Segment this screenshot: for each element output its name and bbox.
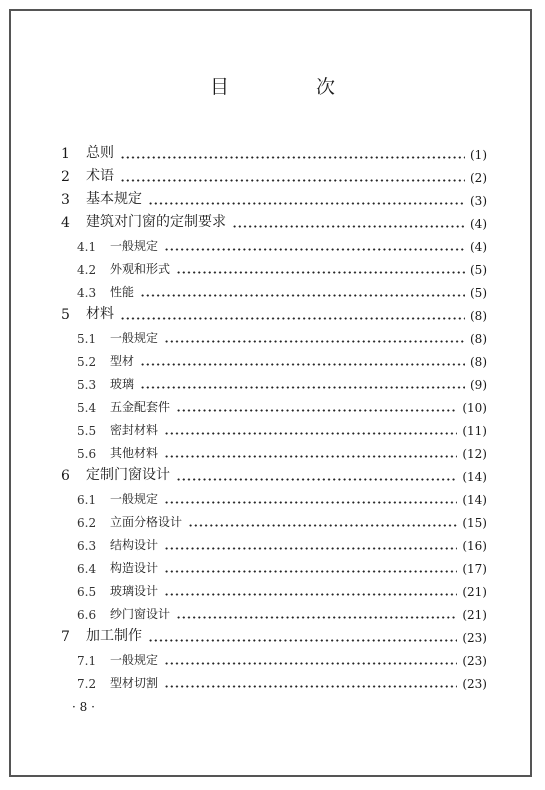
toc-entry-label: 密封材料: [110, 423, 159, 437]
toc-entry: [0, 372, 545, 394]
toc-entry: [0, 510, 545, 532]
toc-leader-dots: [120, 317, 465, 320]
toc-entry-number: 6: [61, 468, 70, 484]
toc-entry-label: 总则: [86, 145, 114, 161]
toc-leader-dots: [176, 478, 457, 481]
toc-entry: [0, 211, 545, 233]
toc-leader-dots: [164, 501, 457, 504]
toc-entry-page: (16): [462, 539, 487, 553]
toc-leader-dots: [120, 179, 465, 182]
toc-entry-number: 5: [61, 307, 70, 323]
toc-entry-page: (11): [462, 424, 487, 438]
toc-entry-label: 一般规定: [110, 331, 159, 345]
toc-entry: [0, 418, 545, 440]
toc-entry-page: (15): [462, 516, 487, 530]
toc-entry-label: 型材切割: [110, 676, 159, 690]
toc-entry-number: 6.5: [77, 585, 97, 599]
toc-entry-label: 外观和形式: [110, 262, 171, 276]
toc-entry-label: 纱门窗设计: [110, 607, 171, 621]
toc-leader-dots: [188, 524, 457, 527]
toc-entry-number: 6.2: [77, 516, 97, 530]
toc-entry-label: 立面分格设计: [110, 515, 183, 529]
toc-entry: [0, 441, 545, 463]
toc-entry-page: (23): [462, 677, 487, 691]
toc-entry-page: (4): [470, 217, 487, 231]
toc-entry: [0, 579, 545, 601]
toc-entry-label: 玻璃设计: [110, 584, 159, 598]
toc-entry-page: (17): [462, 562, 487, 576]
toc-leader-dots: [176, 616, 457, 619]
toc-entry-number: 5.5: [77, 424, 97, 438]
toc-entry: [0, 188, 545, 210]
toc-entry: [0, 142, 545, 164]
toc-entry-page: (3): [470, 194, 487, 208]
toc-entry-label: 型材: [110, 354, 135, 368]
toc-leader-dots: [148, 202, 465, 205]
toc-entry-label: 其他材料: [110, 446, 159, 460]
toc-entry-page: (23): [462, 631, 487, 645]
toc-entry-number: 5.6: [77, 447, 97, 461]
toc-entry-page: (8): [470, 309, 487, 323]
toc-leader-dots: [164, 593, 457, 596]
toc-entry-label: 术语: [86, 168, 114, 184]
toc-leader-dots: [164, 455, 457, 458]
toc-entry-number: 5.3: [77, 378, 97, 392]
toc-entry: [0, 487, 545, 509]
toc-entry-label: 建筑对门窗的定制要求: [86, 214, 226, 230]
toc-entry: [0, 602, 545, 624]
toc-leader-dots: [164, 685, 457, 688]
toc-entry-number: 6.4: [77, 562, 97, 576]
toc-leader-dots: [140, 386, 465, 389]
toc-entry-number: 7.2: [77, 677, 97, 691]
toc-entry-page: (21): [462, 585, 487, 599]
toc-leader-dots: [164, 547, 457, 550]
toc-leader-dots: [232, 225, 465, 228]
toc-entry-number: 5.2: [77, 355, 97, 369]
toc-entry-label: 性能: [110, 285, 135, 299]
toc-entry-number: 4: [61, 215, 70, 231]
toc-entry: [0, 349, 545, 371]
toc-entry-number: 6.3: [77, 539, 97, 553]
toc-leader-dots: [176, 271, 465, 274]
toc-entry: [0, 648, 545, 670]
toc-leader-dots: [164, 570, 457, 573]
toc-entry-number: 5.4: [77, 401, 97, 415]
toc-leader-dots: [120, 156, 465, 159]
toc-entry-number: 3: [61, 192, 70, 208]
toc-entry: [0, 671, 545, 693]
toc-entry-page: (10): [462, 401, 487, 415]
toc-entry-number: 7: [61, 629, 70, 645]
toc-leader-dots: [176, 409, 457, 412]
toc-entry-label: 加工制作: [86, 628, 142, 644]
toc-entry-number: 4.2: [77, 263, 97, 277]
toc-entry-label: 结构设计: [110, 538, 159, 552]
toc-entry-label: 一般规定: [110, 492, 159, 506]
toc-entry-label: 五金配套件: [110, 400, 171, 414]
toc-entry-number: 4.3: [77, 286, 97, 300]
toc-entry-number: 7.1: [77, 654, 97, 668]
toc-leader-dots: [164, 432, 457, 435]
toc-entry: [0, 234, 545, 256]
toc-entry-label: 一般规定: [110, 653, 159, 667]
toc-entry-number: 1: [61, 146, 70, 162]
page-number-footer: · 8 ·: [72, 700, 95, 714]
toc-entry-page: (5): [470, 263, 487, 277]
toc-entry: [0, 395, 545, 417]
toc-entry-page: (5): [470, 286, 487, 300]
toc-entry-label: 基本规定: [86, 191, 142, 207]
toc-leader-dots: [148, 639, 457, 642]
toc-entry-number: 2: [61, 169, 70, 185]
toc-entry-page: (8): [470, 332, 487, 346]
toc-entry-label: 玻璃: [110, 377, 135, 391]
toc-leader-dots: [164, 662, 457, 665]
toc-entry-page: (1): [470, 148, 487, 162]
toc-entry-page: (14): [462, 493, 487, 507]
toc-entry-label: 构造设计: [110, 561, 159, 575]
toc-leader-dots: [140, 363, 465, 366]
toc-entry: [0, 533, 545, 555]
toc-entry: [0, 556, 545, 578]
toc-entry-page: (12): [462, 447, 487, 461]
toc-entry-page: (9): [470, 378, 487, 392]
toc-entry-page: (4): [470, 240, 487, 254]
toc-entry-number: 4.1: [77, 240, 97, 254]
toc-entry: [0, 257, 545, 279]
toc-leader-dots: [164, 248, 465, 251]
toc-entry: [0, 303, 545, 325]
toc-entry-number: 6.6: [77, 608, 97, 622]
toc-entry: [0, 464, 545, 486]
toc-entry-number: 5.1: [77, 332, 97, 346]
toc-entry-label: 定制门窗设计: [86, 467, 170, 483]
toc-entry-page: (23): [462, 654, 487, 668]
toc-entry-page: (8): [470, 355, 487, 369]
toc-entry-page: (21): [462, 608, 487, 622]
page-title: 目 次: [209, 76, 369, 98]
toc-entry-page: (14): [462, 470, 487, 484]
toc-leader-dots: [140, 294, 465, 297]
toc-entry-label: 材料: [86, 306, 114, 322]
toc-entry: [0, 326, 545, 348]
toc-entry: [0, 165, 545, 187]
toc-leader-dots: [164, 340, 465, 343]
toc-entry-number: 6.1: [77, 493, 97, 507]
toc-entry: [0, 625, 545, 647]
toc-entry: [0, 280, 545, 302]
toc-entry-page: (2): [470, 171, 487, 185]
toc-entry-label: 一般规定: [110, 239, 159, 253]
